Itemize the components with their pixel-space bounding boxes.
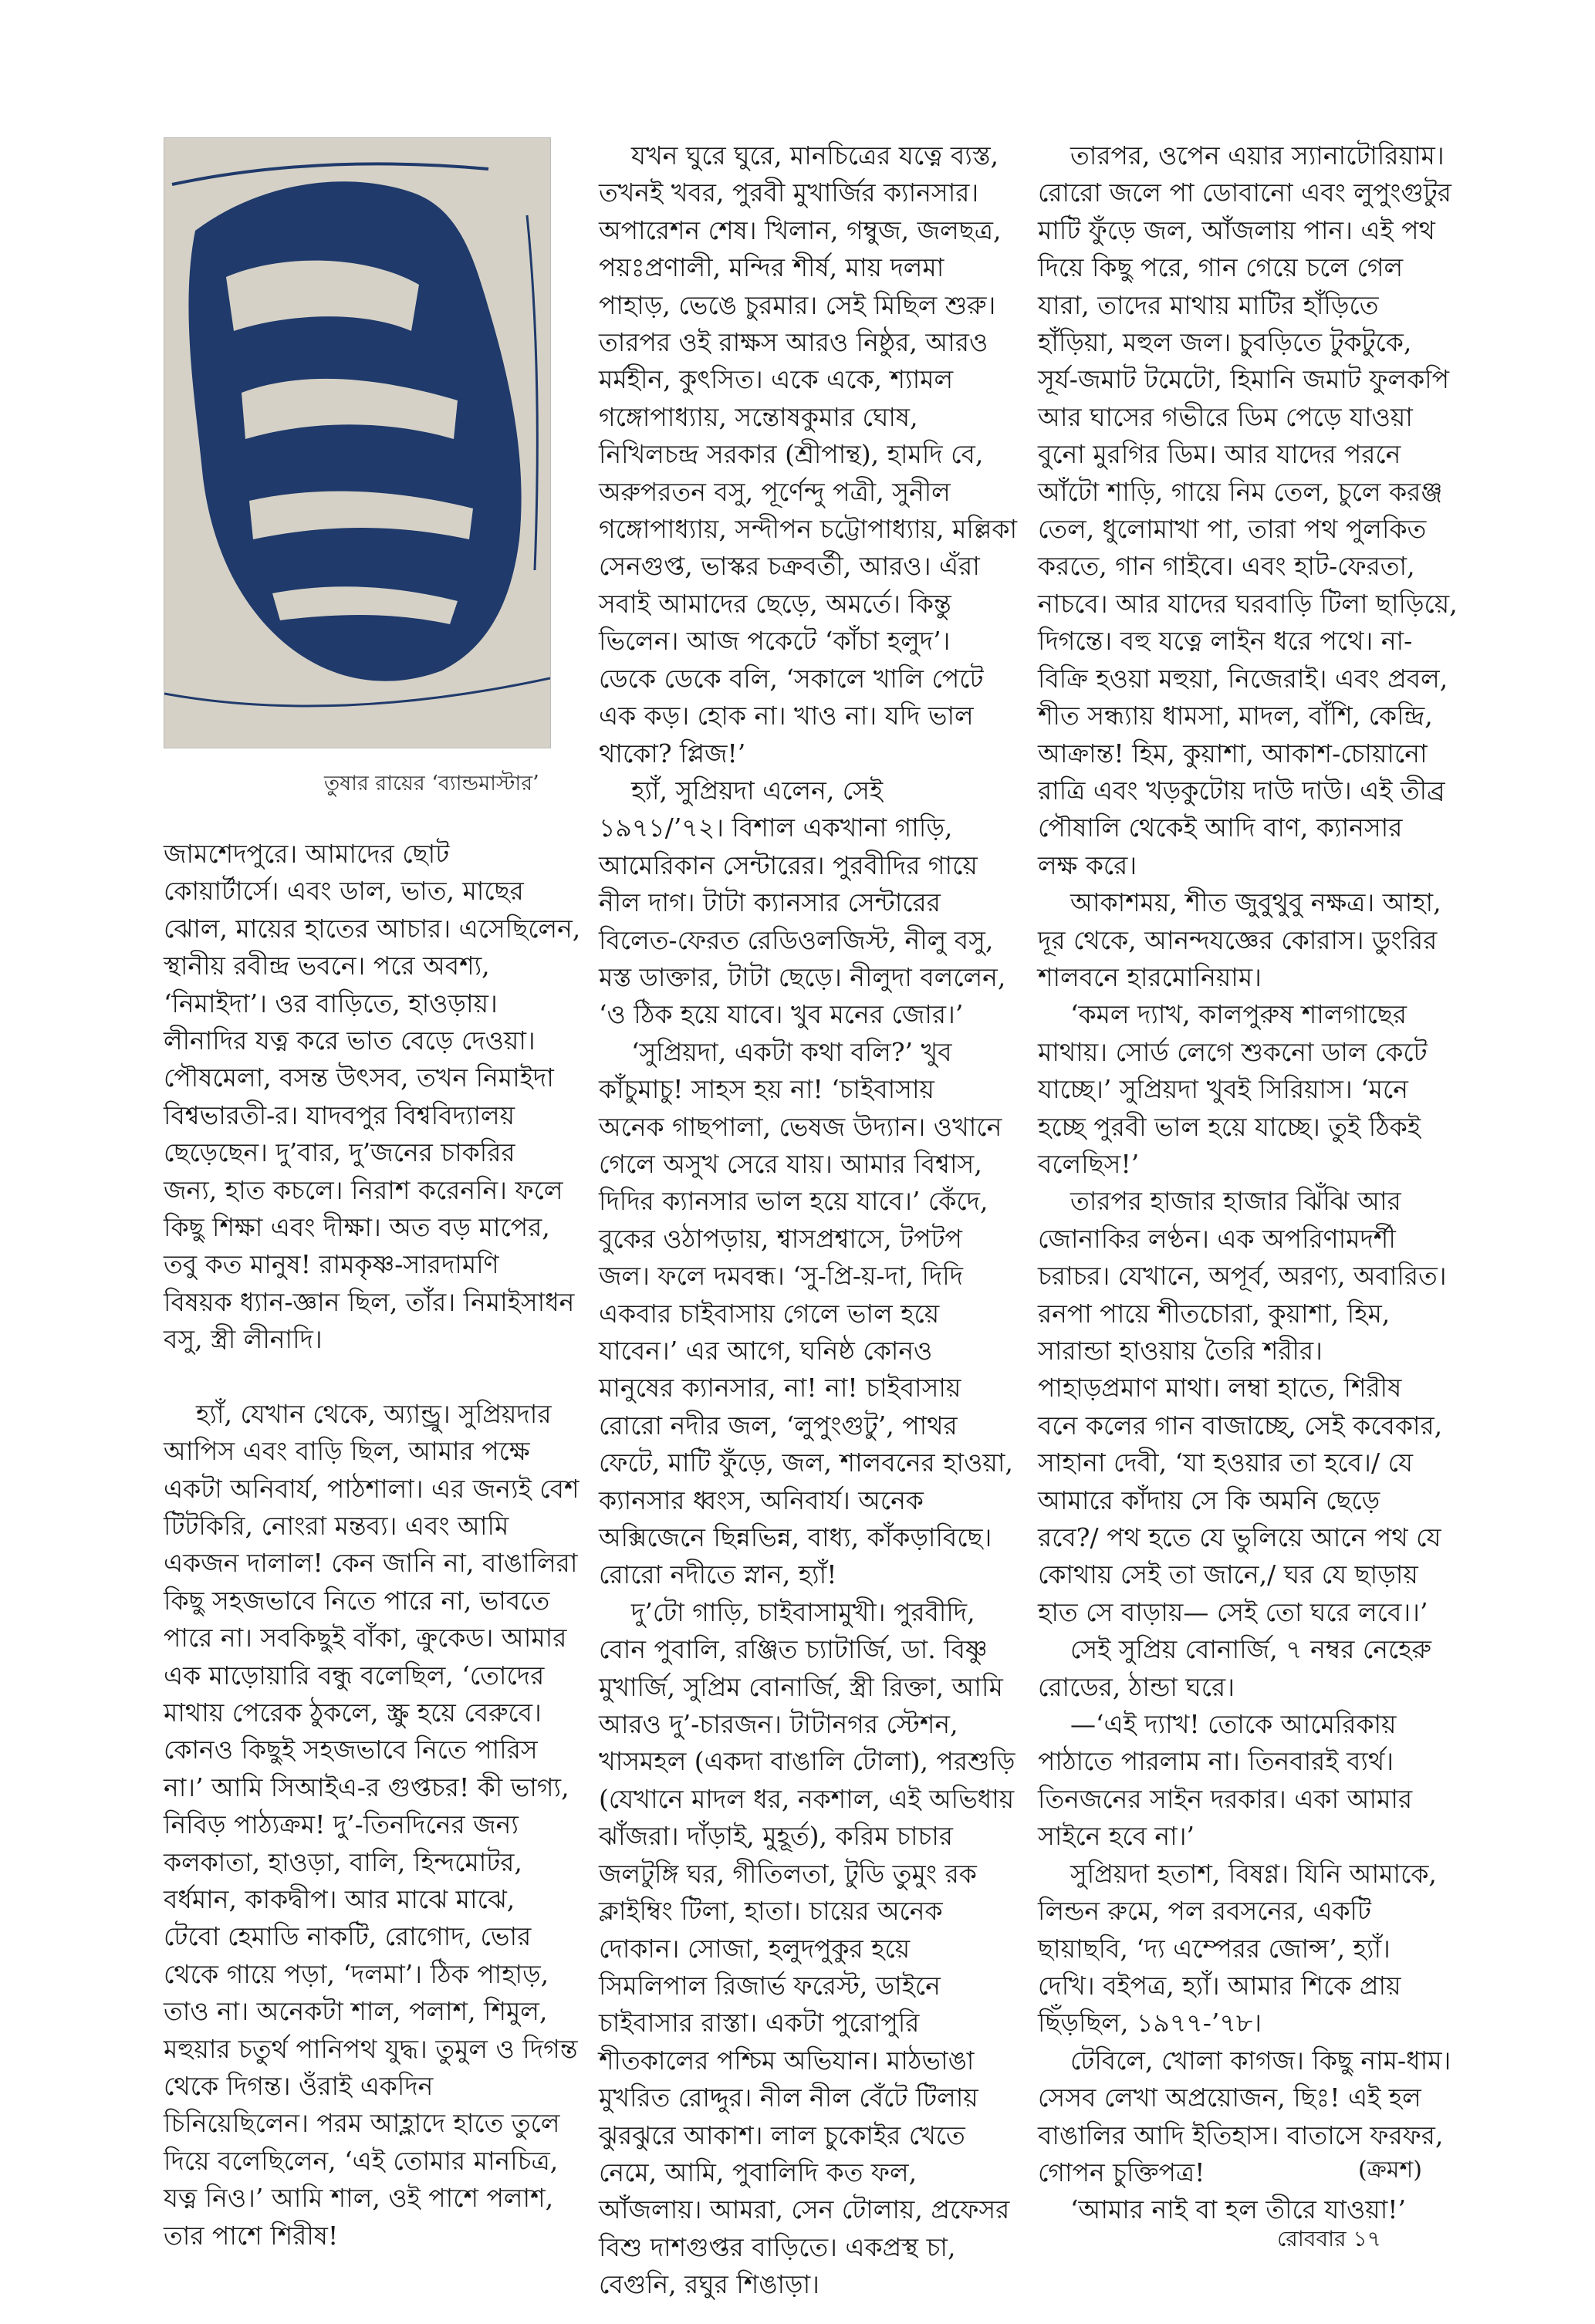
text-line: আঁজলায়। আমরা, সেন টোলায়, প্রফেসর xyxy=(599,2194,1010,2225)
text-line: কিছু সহজভাবে নিতে পারে না, ভাবতে xyxy=(164,1585,550,1616)
text-line: জল। ফলে দমবন্ধ। ‘সু-প্রি-য়-দা, দিদি xyxy=(599,1261,964,1292)
text-line: বর্ধমান, কাকদ্বীপ। আর মাঝে মাঝে, xyxy=(164,1883,515,1914)
text-line: বুনো মুরগির ডিম। আর যাদের পরনে xyxy=(1038,439,1401,470)
text-line: ফেটে, মাটি ফুঁড়ে, জল, শালবনের হাওয়া, xyxy=(599,1447,1013,1478)
text-line: তেল, ধুলোমাখা পা, তারা পথ পুলকিত xyxy=(1038,514,1427,545)
text-line: ছিঁড়ছিল, ১৯৭৭-’৭৮। xyxy=(1038,2008,1262,2039)
text-line: ঝোল, মায়ের হাতের আচার। এসেছিলেন, xyxy=(164,913,581,944)
bandmaster-artwork xyxy=(164,138,550,748)
text-line: জোনাকির লণ্ঠন। এক অপরিণামদর্শী xyxy=(1038,1223,1396,1254)
text-line: লিন্ডন রুমে, পল রবসনের, একটি xyxy=(1038,1896,1371,1927)
text-line: ‘নিমাইদা’। ওর বাড়িতে, হাওড়ায়। xyxy=(164,988,498,1018)
text-line: যাবেন।’ এর আগে, ঘনিষ্ঠ কোনও xyxy=(599,1336,933,1366)
paragraph xyxy=(164,1396,580,2255)
text-line: বুকের ওঠাপড়ায়, শ্বাসপ্রশ্বাসে, টপটপ xyxy=(599,1223,962,1254)
text-line: হাত সে বাড়ায়— সেই তো ঘরে লবে।।’ xyxy=(1038,1596,1428,1627)
text-line: তবু কত মানুষ! রামকৃষ্ণ-সারদামণি xyxy=(164,1249,499,1280)
paragraph xyxy=(1038,884,1447,996)
text-line: জন্য, হাত কচলে। নিরাশ করেননি। ফলে xyxy=(164,1174,563,1205)
text-line: হচ্ছে পুরবী ভাল হয়ে যাচ্ছে। তুই ঠিকই xyxy=(1038,1111,1421,1142)
text-line: টিটকিরি, নোংরা মন্তব্য। এবং আমি xyxy=(164,1510,509,1541)
text-line: না।’ আমি সিআইএ-র গুপ্তচর! কী ভাগ্য, xyxy=(164,1772,569,1802)
text-line: ‘আমার নাই বা হল তীরে যাওয়া!’ xyxy=(1070,2194,1407,2225)
illustration-bandmaster xyxy=(164,137,551,748)
paragraph xyxy=(1038,1856,1447,2042)
text-line: নিখিলচন্দ্র সরকার (শ্রীপান্থ), হামদি বে, xyxy=(599,439,984,470)
text-line: চাইবাসার রাস্তা। একটা পুরোপুরি xyxy=(599,2008,920,2039)
text-line: মস্ত ডাক্তার, টাটা ছেড়ে। নীলুদা বললেন, xyxy=(599,961,1006,992)
text-line: ছায়াছবি, ‘দ্য এম্পেরর জোন্স’, হ্যাঁ। xyxy=(1038,1933,1391,1964)
text-line: ঝুরঝুরে আকাশ। লাল চুকোইর খেতে xyxy=(599,2120,965,2150)
text-line: করতে, গান গাইবে। এবং হাট-ফেরতা, xyxy=(1038,551,1415,582)
text-line: সুপ্রিয়দা হতাশ, বিষণ্ণ। যিনি আমাকে, xyxy=(1070,1858,1437,1889)
page-footer: রোববার ১৭ xyxy=(1277,2226,1381,2251)
text-line: সূর্য-জমাট টমেটো, হিমানি জমাট ফুলকপি xyxy=(1038,364,1450,395)
text-line: নিবিড় পাঠ্যক্রম! দু’-তিনদিনের জন্য xyxy=(164,1809,519,1840)
text-line: মুখরিত রোদ্দুর। নীল নীল বেঁটে টিলায় xyxy=(599,2082,978,2113)
text-line: ১৯৭১/’৭২। বিশাল একখানা গাড়ি, xyxy=(599,812,953,843)
text-line: দেখি। বইপত্র, হ্যাঁ। আমার শিকে প্রায় xyxy=(1038,1970,1401,2001)
text-line: রোরো নদীতে স্নান, হ্যাঁ! xyxy=(599,1559,837,1590)
text-line: হাঁড়িয়া, মহুল জল। চুবড়িতে টুকটুকে, xyxy=(1038,327,1412,358)
text-line: দোকান। সোজা, হলুদপুকুর হয়ে xyxy=(599,1933,911,1964)
text-line: শীতকালের পশ্চিম অভিযান। মাঠভাঙা xyxy=(599,2045,975,2076)
text-line: মাটি ফুঁড়ে জল, আঁজলায় পান। এই পথ xyxy=(1038,214,1435,245)
text-line: বিষয়ক ধ্যান-জ্ঞান ছিল, তাঁর। নিমাইসাধন xyxy=(164,1286,575,1317)
text-line: মাথায় পেরেক ঠুকলে, স্ক্রু হয়ে বেরুবে। xyxy=(164,1697,542,1728)
column-2 xyxy=(599,137,1018,2304)
text-line: বনে কলের গান বাজাচ্ছে, সেই কবেকার, xyxy=(1038,1410,1443,1441)
text-line: স্থানীয় রবীন্দ্র ভবনে। পরে অবশ্য, xyxy=(164,951,490,981)
text-line: আপিস এবং বাড়ি ছিল, আমার পক্ষে xyxy=(164,1436,530,1467)
text-line: সেসব লেখা অপ্রয়োজন, ছিঃ! এই হল xyxy=(1038,2082,1421,2113)
text-line: চরাচর। যেখানে, অপূর্ব, অরণ্য, অবারিত। xyxy=(1038,1261,1447,1292)
text-line: একজন দালাল! কেন জানি না, বাঙালিরা xyxy=(164,1548,578,1579)
text-line: থেকে গায়ে পড়া, ‘দলমা’। ঠিক পাহাড়, xyxy=(164,1958,549,1989)
paragraph xyxy=(1038,2191,1447,2228)
text-line: গেলে অসুখ সেরে যায়। আমার বিশ্বাস, xyxy=(599,1148,982,1179)
text-line: বেগুনি, রঘুর শিঙাড়া। xyxy=(599,2269,819,2300)
paragraph xyxy=(599,137,1018,772)
continued-marker: (ক্রমশ) xyxy=(1358,2157,1422,2184)
text-line: তার পাশে শিরীষ! xyxy=(164,2220,339,2251)
text-line: বলেছিস!’ xyxy=(1038,1148,1140,1179)
text-line: বিলেত-ফেরত রেডিওলজিস্ট, নীলু বসু, xyxy=(599,924,994,955)
text-line: জলটুঙ্গি ঘর, গীতিলতা, টুডি তুমুং রক xyxy=(599,1858,977,1889)
text-line: থাকো? প্লিজ!’ xyxy=(599,738,746,768)
text-line: অনেক গাছপালা, ভেষজ উদ্যান। ওখানে xyxy=(599,1111,1002,1142)
text-line: রোরো জলে পা ডোবানো এবং লুপুংগুটুর xyxy=(1038,177,1451,208)
text-line: মর্মহীন, কুৎসিত। একে একে, শ্যামল xyxy=(599,364,954,395)
text-line: ‘সুপ্রিয়দা, একটা কথা বলি?’ খুব xyxy=(631,1036,952,1067)
text-line: লীনাদির যত্ন করে ভাত বেড়ে দেওয়া। xyxy=(164,1025,536,1056)
text-line: ঝাঁজরা। দাঁড়াই, মুহূর্ত), করিম চাচার xyxy=(599,1821,953,1852)
text-line: গোপন চুক্তিপত্র! xyxy=(1038,2157,1205,2187)
text-line: যত্ন নিও।’ আমি শাল, ওই পাশে পলাশ, xyxy=(164,2183,554,2214)
text-line: পৌষমেলা, বসন্ত উৎসব, তখন নিমাইদা xyxy=(164,1062,554,1093)
text-line: পাঠাতে পারলাম না। তিনবারই ব্যর্থ। xyxy=(1038,1746,1394,1777)
text-line: তারপর ওই রাক্ষস আরও নিষ্ঠুর, আরও xyxy=(599,327,988,358)
text-line: ক্যানসার ধ্বংস, অনিবার্য। অনেক xyxy=(599,1485,924,1515)
text-line: তাও না। অনেকটা শাল, পলাশ, শিমুল, xyxy=(164,1996,548,2027)
text-line: সিমলিপাল রিজার্ভ ফরেস্ট, ডাইনে xyxy=(599,1970,941,2001)
text-line: যাচ্ছে।’ সুপ্রিয়দা খুবই সিরিয়াস। ‘মনে xyxy=(1038,1074,1408,1105)
column-1 xyxy=(164,836,581,2255)
column-3 xyxy=(1038,137,1458,2229)
text-line: সেনগুপ্ত, ভাস্কর চক্রবর্তী, আরও। এঁরা xyxy=(599,551,980,582)
text-line: নীল দাগ। টাটা ক্যানসার সেন্টারের xyxy=(599,887,941,918)
text-line: এক মাড়োয়ারি বন্ধু বলেছিল, ‘তোদের xyxy=(164,1660,545,1691)
text-line: গঙ্গোপাধ্যায়, সন্দীপন চট্টোপাধ্যায়, মল্লিকা xyxy=(599,514,1018,545)
text-line: পাহাড়, ভেঙে চুরমার। সেই মিছিল শুরু। xyxy=(599,289,996,320)
text-line: কোনও কিছুই সহজভাবে নিতে পারিস xyxy=(164,1735,538,1765)
text-line: অক্সিজেনে ছিন্নভিন্ন, বাধ্য, কাঁকড়াবিছে। xyxy=(599,1522,992,1553)
text-line: তারপর হাজার হাজার ঝিঁঝি আর xyxy=(1070,1186,1401,1217)
text-line: তখনই খবর, পুরবী মুখার্জির ক্যানসার। xyxy=(599,177,979,208)
text-line: একবার চাইবাসায় গেলে ভাল হয়ে xyxy=(599,1298,940,1329)
text-line: থেকে দিগন্ত। ওঁরাই একদিন xyxy=(164,2071,434,2101)
text-line: টেবিলে, খোলা কাগজ। কিছু নাম-ধাম। xyxy=(1070,2045,1451,2076)
paragraph xyxy=(1038,1631,1447,1706)
text-line: ছেড়েছেন। দু’বার, দু’জনের চাকরির xyxy=(164,1137,515,1168)
text-line: বোন পুবালি, রঞ্জিত চ্যাটার্জি, ডা. বিষ্ণু xyxy=(599,1634,988,1665)
text-line: শীত সন্ধ্যায় ধামসা, মাদল, বাঁশি, কেন্দ্রি, xyxy=(1038,701,1433,731)
text-line: পৌষালি থেকেই আদি বাণ, ক্যানসার xyxy=(1038,812,1403,843)
text-line: নাচবে। আর যাদের ঘরবাড়ি টিলা ছাড়িয়ে, xyxy=(1038,588,1458,619)
text-line: হ্যাঁ, যেখান থেকে, অ্যান্ড্রু। সুপ্রিয়দার xyxy=(196,1398,552,1429)
text-line: চিনিয়েছিলেন। পরম আহ্লাদে হাতে তুলে xyxy=(164,2108,560,2139)
text-line: আকাশময়, শীত জুবুথুবু নক্ষত্র। আহা, xyxy=(1070,887,1441,918)
text-line: তিনজনের সাইন দরকার। একা আমার xyxy=(1038,1783,1413,1814)
text-line: দিয়ে বলেছিলেন, ‘এই তোমার মানচিত্র, xyxy=(164,2145,559,2176)
paragraph xyxy=(599,1034,1013,1594)
text-line: দিদির ক্যানসার ভাল হয়ে যাবে।’ কেঁদে, xyxy=(599,1186,988,1217)
text-line: ক্লাইম্বিং টিলা, হাতা। চায়ের অনেক xyxy=(599,1896,943,1927)
text-line: রাত্রি এবং খড়কুটোয় দাউ দাউ। এই তীব্র xyxy=(1038,775,1445,806)
text-line: (যেখানে মাদল ধর, নকশাল, এই অভিধায় xyxy=(599,1783,1015,1814)
text-line: বিক্রি হওয়া মহুয়া, নিজেরাই। এবং প্রবল, xyxy=(1038,663,1448,694)
text-line: পাহাড়প্রমাণ মাথা। লম্বা হাতে, শিরীষ xyxy=(1038,1373,1402,1404)
text-line: টেবো হেমাডি নাকটি, রোগোদ, ভোর xyxy=(164,1921,532,1952)
text-line: সাইনে হবে না।’ xyxy=(1038,1821,1195,1852)
text-line: দু’টো গাড়ি, চাইবাসামুখী। পুরবীদি, xyxy=(631,1596,975,1627)
text-line: মাথায়। সোর্ড লেগে শুকনো ডাল কেটে xyxy=(1038,1036,1428,1067)
text-line: জামশেদপুরে। আমাদের ছোট xyxy=(164,839,450,869)
text-line: রোডের, ঠান্ডা ঘরে। xyxy=(1038,1671,1235,1702)
text-line: আমারে কাঁদায় সে কি অমনি ছেড়ে xyxy=(1038,1485,1380,1515)
text-line: যারা, তাদের মাথায় মাটির হাঁড়িতে xyxy=(1038,289,1379,320)
text-line: সবাই আমাদের ছেড়ে, অমর্তে। কিন্তু xyxy=(599,588,951,619)
text-line: কিছু শিক্ষা এবং দীক্ষা। অত বড় মাপের, xyxy=(164,1212,550,1243)
text-line: দিয়ে কিছু পরে, গান গেয়ে চলে গেল xyxy=(1038,252,1404,283)
text-line: বাঙালির আদি ইতিহাস। বাতাসে ফরফর, xyxy=(1038,2120,1444,2150)
paragraph xyxy=(599,772,1008,1034)
text-line: গঙ্গোপাধ্যায়, সন্তোষকুমার ঘোষ, xyxy=(599,401,918,432)
paragraph xyxy=(1038,1183,1447,1631)
text-line: কলকাতা, হাওড়া, বালি, হিন্দমোটর, xyxy=(164,1846,522,1877)
paragraph xyxy=(1038,996,1447,1183)
text-line: রনপা পায়ে শীতচোরা, কুয়াশা, হিম, xyxy=(1038,1298,1391,1329)
text-line: বসু, স্ত্রী লীনাদি। xyxy=(164,1324,323,1355)
text-line: খাসমহল (একদা বাঙালি টোলা), পরশুড়ি xyxy=(599,1746,1015,1777)
text-line: মহুয়ার চতুর্থ পানিপথ যুদ্ধ। তুমুল ও দিগন্ত xyxy=(164,2033,578,2064)
text-line: বিশ্বভারতী-র। যাদবপুর বিশ্ববিদ্যালয় xyxy=(164,1100,515,1130)
text-line: নেমে, আমি, পুবালিদি কত ফল, xyxy=(599,2157,917,2187)
text-line: রোরো নদীর জল, ‘লুপুংগুটু’, পাথর xyxy=(599,1410,958,1441)
text-line: আঁটো শাড়ি, গায়ে নিম তেল, চুলে করঞ্জ xyxy=(1038,476,1443,507)
text-line: —‘এই দ্যাখ! তোকে আমেরিকায় xyxy=(1070,1709,1397,1740)
text-line: অপারেশন শেষ। খিলান, গম্বুজ, জলছত্র, xyxy=(599,214,1002,245)
text-line: কোয়ার্টার্সে। এবং ডাল, ভাত, মাছের xyxy=(164,876,524,907)
text-line: হ্যাঁ, সুপ্রিয়দা এলেন, সেই xyxy=(631,775,884,806)
text-line: মানুষের ক্যানসার, না! না! চাইবাসায় xyxy=(599,1373,961,1404)
figure-caption: তুষার রায়ের ‘ব্যান্ডমাস্টার’ xyxy=(324,772,539,795)
text-line: রবে?/ পথ হতে যে ভুলিয়ে আনে পথ যে xyxy=(1038,1522,1441,1553)
paragraph xyxy=(1038,1706,1447,1856)
paragraph xyxy=(599,1594,1015,2304)
text-line: সেই সুপ্রিয় বোনার্জি, ৭ নম্বর নেহেরু xyxy=(1070,1634,1431,1665)
text-line: ‘ও ঠিক হয়ে যাবে। খুব মনের জোর।’ xyxy=(599,999,964,1030)
text-line: তারপর, ওপেন এয়ার স্যানাটোরিয়াম। xyxy=(1070,140,1445,171)
text-line: মুখার্জি, সুপ্রিম বোনার্জি, স্ত্রী রিক্তা, আমি xyxy=(599,1671,1003,1702)
text-line: বিশু দাশগুপ্তর বাড়িতে। একপ্রস্থ চা, xyxy=(599,2231,956,2262)
text-line: কাঁচুমাচু! সাহস হয় না! ‘চাইবাসায় xyxy=(599,1074,934,1105)
text-line: যখন ঘুরে ঘুরে, মানচিত্রের যত্নে ব্যস্ত, xyxy=(631,140,999,171)
text-line: লক্ষ করে। xyxy=(1038,850,1137,880)
text-line: সাহানা দেবী, ‘যা হওয়ার তা হবে।/ যে xyxy=(1038,1447,1413,1478)
text-line: আমেরিকান সেন্টারের। পুরবীদির গায়ে xyxy=(599,850,978,880)
text-line: দিগন্তে। বহু যত্নে লাইন ধরে পথে। না- xyxy=(1038,626,1413,657)
text-line: অরুপরতন বসু, পূর্ণেন্দু পত্রী, সুনীল xyxy=(599,476,951,507)
text-line: আক্রান্ত! হিম, কুয়াশা, আকাশ-চোয়ানো xyxy=(1038,738,1428,768)
text-line: ভিলেন। আজ পকেটে ‘কাঁচা হলুদ’। xyxy=(599,626,951,657)
text-line: শালবনে হারমোনিয়াম। xyxy=(1038,961,1262,992)
paragraph xyxy=(164,836,581,1359)
text-line: আর ঘাসের গভীরে ডিম পেড়ে যাওয়া xyxy=(1038,401,1413,432)
text-line: আরও দু’-চারজন। টাটানগর স্টেশন, xyxy=(599,1709,958,1740)
text-line: ‘কমল দ্যাখ, কালপুরুষ শালগাছের xyxy=(1070,999,1407,1030)
text-line: এক কড়। হোক না। খাও না। যদি ভাল xyxy=(599,701,974,731)
text-line: পারে না। সবকিছুই বাঁকা, ক্রুকেড। আমার xyxy=(164,1623,567,1653)
text-line: ডেকে ডেকে বলি, ‘সকালে খালি পেটে xyxy=(599,663,984,694)
text-line: দূর থেকে, আনন্দযজ্ঞের কোরাস। ডুংরির xyxy=(1038,924,1438,955)
text-line: একটা অনিবার্য, পাঠশালা। এর জন্যই বেশ xyxy=(164,1473,580,1504)
paragraph xyxy=(1038,137,1458,884)
text-line: সারান্ডা হাওয়ায় তৈরি শরীর। xyxy=(1038,1336,1323,1366)
text-line: পয়ঃপ্রণালী, মন্দির শীর্ষ, মায় দলমা xyxy=(599,252,944,283)
text-line: কোথায় সেই তা জানে,/ ঘর যে ছাড়ায় xyxy=(1038,1559,1418,1590)
